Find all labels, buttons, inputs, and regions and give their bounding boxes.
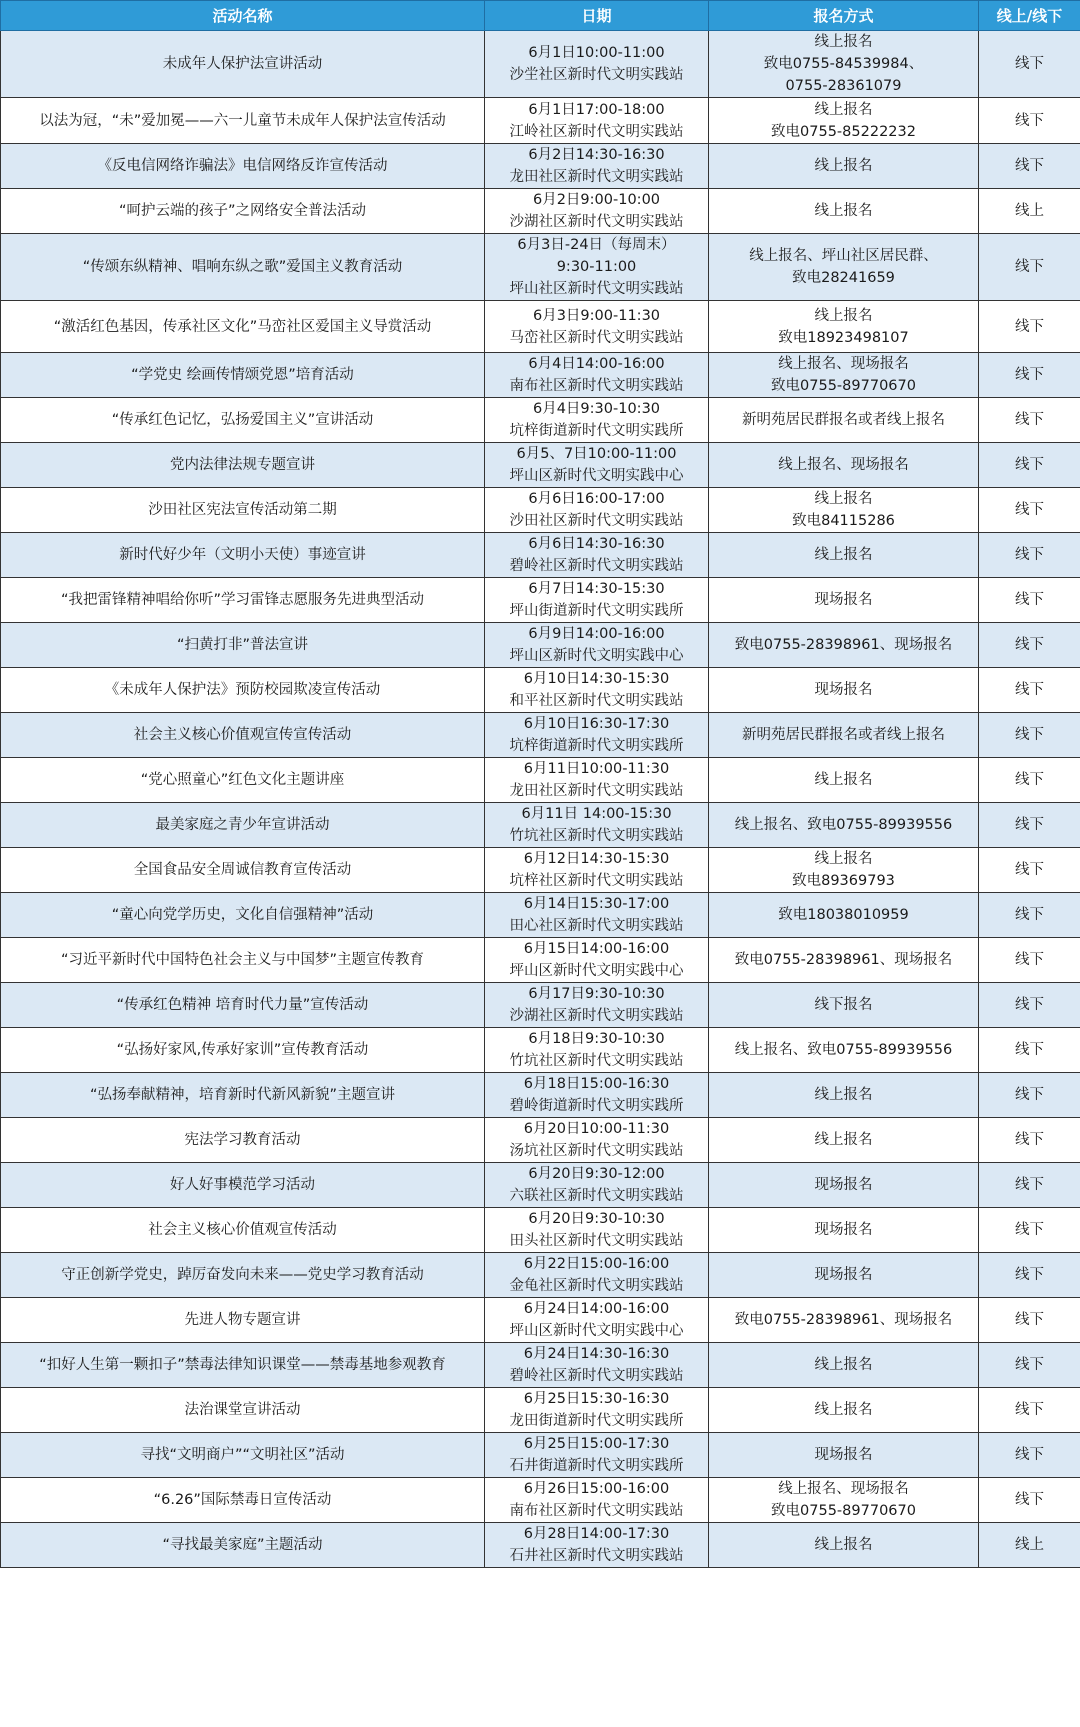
table-body — [1, 31, 1080, 1568]
date-cell: 6月26日15:00-16:00 南布社区新时代文明实践站 — [485, 1478, 709, 1523]
date-cell: 6月24日14:30-16:30 碧岭社区新时代文明实践站 — [485, 1343, 709, 1388]
signup-method-cell: 线上报名 — [709, 533, 979, 578]
table-row — [1, 983, 1080, 1028]
date-cell: 6月6日14:30-16:30 碧岭社区新时代文明实践站 — [485, 533, 709, 578]
table-row — [1, 189, 1080, 234]
signup-method-cell: 线上报名 — [709, 1073, 979, 1118]
activity-name-cell: 寻找“文明商户”“文明社区”活动 — [1, 1433, 485, 1478]
signup-method-cell: 线上报名 — [709, 144, 979, 189]
activity-name-cell: “传承红色精神 培育时代力量”宣传活动 — [1, 983, 485, 1028]
table-row — [1, 1118, 1080, 1163]
activity-name-cell: “童心向党学历史，文化自信强精神”活动 — [1, 893, 485, 938]
activity-name-cell: 社会主义核心价值观宣传宣传活动 — [1, 713, 485, 758]
date-cell: 6月25日15:00-17:30 石井街道新时代文明实践所 — [485, 1433, 709, 1478]
table-row — [1, 758, 1080, 803]
signup-method-cell: 致电0755-28398961、现场报名 — [709, 1298, 979, 1343]
signup-method-cell: 线下报名 — [709, 983, 979, 1028]
table-row — [1, 1343, 1080, 1388]
table-row — [1, 938, 1080, 983]
date-cell: 6月3日9:00-11:30 马峦社区新时代文明实践站 — [485, 301, 709, 353]
signup-method-cell: 线上报名 致电84115286 — [709, 488, 979, 533]
online-offline-cell: 线下 — [979, 1208, 1080, 1253]
date-cell: 6月14日15:30-17:00 田心社区新时代文明实践站 — [485, 893, 709, 938]
online-offline-cell: 线下 — [979, 234, 1080, 301]
signup-method-cell: 新明苑居民群报名或者线上报名 — [709, 713, 979, 758]
activity-name-cell: “激活红色基因，传承社区文化”马峦社区爱国主义导赏活动 — [1, 301, 485, 353]
activity-name-cell: “我把雷锋精神唱给你听”学习雷锋志愿服务先进典型活动 — [1, 578, 485, 623]
online-offline-cell: 线下 — [979, 668, 1080, 713]
table-row — [1, 1478, 1080, 1523]
activity-name-cell: “弘扬好家风,传承好家训”宣传教育活动 — [1, 1028, 485, 1073]
signup-method-cell: 线上报名 致电89369793 — [709, 848, 979, 893]
header-activity-name: 活动名称 — [1, 1, 485, 31]
online-offline-cell: 线下 — [979, 803, 1080, 848]
activity-name-cell: “学党史 绘画传情颂党恩”培育活动 — [1, 353, 485, 398]
table-row — [1, 1028, 1080, 1073]
date-cell: 6月5、7日10:00-11:00 坪山区新时代文明实践中心 — [485, 443, 709, 488]
date-cell: 6月25日15:30-16:30 龙田街道新时代文明实践所 — [485, 1388, 709, 1433]
date-cell: 6月11日10:00-11:30 龙田社区新时代文明实践站 — [485, 758, 709, 803]
activity-name-cell: “6.26”国际禁毒日宣传活动 — [1, 1478, 485, 1523]
online-offline-cell: 线下 — [979, 623, 1080, 668]
activity-name-cell: “弘扬奉献精神，培育新时代新风新貌”主题宣讲 — [1, 1073, 485, 1118]
table-row — [1, 353, 1080, 398]
signup-method-cell: 线上报名 致电18923498107 — [709, 301, 979, 353]
signup-method-cell: 线上报名 — [709, 1388, 979, 1433]
activity-name-cell: 最美家庭之青少年宣讲活动 — [1, 803, 485, 848]
signup-method-cell: 致电0755-28398961、现场报名 — [709, 623, 979, 668]
activity-name-cell: 全国食品安全周诚信教育宣传活动 — [1, 848, 485, 893]
online-offline-cell: 线下 — [979, 1118, 1080, 1163]
online-offline-cell: 线上 — [979, 189, 1080, 234]
table-row — [1, 31, 1080, 98]
activity-name-cell: “党心照童心”红色文化主题讲座 — [1, 758, 485, 803]
date-cell: 6月17日9:30-10:30 沙湖社区新时代文明实践站 — [485, 983, 709, 1028]
online-offline-cell: 线下 — [979, 1163, 1080, 1208]
table-row — [1, 234, 1080, 301]
activity-name-cell: 宪法学习教育活动 — [1, 1118, 485, 1163]
signup-method-cell: 线上报名、现场报名 — [709, 443, 979, 488]
table-row — [1, 488, 1080, 533]
online-offline-cell: 线下 — [979, 98, 1080, 144]
table-row — [1, 713, 1080, 758]
online-offline-cell: 线下 — [979, 1028, 1080, 1073]
table-row — [1, 443, 1080, 488]
online-offline-cell: 线下 — [979, 848, 1080, 893]
online-offline-cell: 线下 — [979, 31, 1080, 98]
date-cell: 6月20日9:30-10:30 田头社区新时代文明实践站 — [485, 1208, 709, 1253]
activity-name-cell: 先进人物专题宣讲 — [1, 1298, 485, 1343]
table-row — [1, 668, 1080, 713]
date-cell: 6月1日10:00-11:00 沙坣社区新时代文明实践站 — [485, 31, 709, 98]
signup-method-cell: 现场报名 — [709, 1433, 979, 1478]
online-offline-cell: 线下 — [979, 938, 1080, 983]
date-cell: 6月24日14:00-16:00 坪山区新时代文明实践中心 — [485, 1298, 709, 1343]
signup-method-cell: 线上报名、致电0755-89939556 — [709, 1028, 979, 1073]
date-cell: 6月20日9:30-12:00 六联社区新时代文明实践站 — [485, 1163, 709, 1208]
signup-method-cell: 线上报名 致电0755-84539984、 0755-28361079 — [709, 31, 979, 98]
signup-method-cell: 线上报名、坪山社区居民群、 致电28241659 — [709, 234, 979, 301]
table-row — [1, 301, 1080, 353]
signup-method-cell: 线上报名、现场报名 致电0755-89770670 — [709, 1478, 979, 1523]
online-offline-cell: 线下 — [979, 1433, 1080, 1478]
activity-name-cell: 以法为冠，“未”爱加冕——六一儿童节未成年人保护法宣传活动 — [1, 98, 485, 144]
online-offline-cell: 线下 — [979, 1343, 1080, 1388]
date-cell: 6月2日9:00-10:00 沙湖社区新时代文明实践站 — [485, 189, 709, 234]
table-row — [1, 398, 1080, 443]
signup-method-cell: 线上报名、致电0755-89939556 — [709, 803, 979, 848]
table-row — [1, 1388, 1080, 1433]
date-cell: 6月7日14:30-15:30 坪山街道新时代文明实践所 — [485, 578, 709, 623]
signup-method-cell: 新明苑居民群报名或者线上报名 — [709, 398, 979, 443]
date-cell: 6月28日14:00-17:30 石井社区新时代文明实践站 — [485, 1523, 709, 1568]
activity-name-cell: “传颂东纵精神、唱响东纵之歌”爱国主义教育活动 — [1, 234, 485, 301]
online-offline-cell: 线下 — [979, 144, 1080, 189]
table-row — [1, 1298, 1080, 1343]
online-offline-cell: 线下 — [979, 713, 1080, 758]
online-offline-cell: 线上 — [979, 1523, 1080, 1568]
activity-name-cell: 未成年人保护法宣讲活动 — [1, 31, 485, 98]
date-cell: 6月12日14:30-15:30 坑梓社区新时代文明实践站 — [485, 848, 709, 893]
activity-name-cell: 好人好事模范学习活动 — [1, 1163, 485, 1208]
signup-method-cell: 现场报名 — [709, 1208, 979, 1253]
online-offline-cell: 线下 — [979, 1073, 1080, 1118]
online-offline-cell: 线下 — [979, 1253, 1080, 1298]
activity-name-cell: “传承红色记忆，弘扬爱国主义”宣讲活动 — [1, 398, 485, 443]
table-row — [1, 1073, 1080, 1118]
online-offline-cell: 线下 — [979, 398, 1080, 443]
signup-method-cell: 现场报名 — [709, 668, 979, 713]
date-cell: 6月18日15:00-16:30 碧岭街道新时代文明实践所 — [485, 1073, 709, 1118]
activity-name-cell: 守正创新学党史，踔厉奋发向未来——党史学习教育活动 — [1, 1253, 485, 1298]
date-cell: 6月1日17:00-18:00 江岭社区新时代文明实践站 — [485, 98, 709, 144]
signup-method-cell: 线上报名 — [709, 1343, 979, 1388]
table-row — [1, 98, 1080, 144]
activity-name-cell: “扫黄打非”普法宣讲 — [1, 623, 485, 668]
signup-method-cell: 线上报名 — [709, 189, 979, 234]
signup-method-cell: 致电18038010959 — [709, 893, 979, 938]
activity-name-cell: “呵护云端的孩子”之网络安全普法活动 — [1, 189, 485, 234]
header-date: 日期 — [485, 1, 709, 31]
activity-name-cell: 《未成年人保护法》预防校园欺凌宣传活动 — [1, 668, 485, 713]
online-offline-cell: 线下 — [979, 578, 1080, 623]
header-online-offline: 线上/线下 — [979, 1, 1080, 31]
table-row — [1, 1208, 1080, 1253]
online-offline-cell: 线下 — [979, 533, 1080, 578]
table-row — [1, 144, 1080, 189]
table-row — [1, 623, 1080, 668]
signup-method-cell: 线上报名、现场报名 致电0755-89770670 — [709, 353, 979, 398]
date-cell: 6月18日9:30-10:30 竹坑社区新时代文明实践站 — [485, 1028, 709, 1073]
signup-method-cell: 现场报名 — [709, 1163, 979, 1208]
online-offline-cell: 线下 — [979, 443, 1080, 488]
date-cell: 6月10日16:30-17:30 坑梓街道新时代文明实践所 — [485, 713, 709, 758]
signup-method-cell: 线上报名 — [709, 1523, 979, 1568]
date-cell: 6月4日14:00-16:00 南布社区新时代文明实践站 — [485, 353, 709, 398]
date-cell: 6月15日14:00-16:00 坪山区新时代文明实践中心 — [485, 938, 709, 983]
activity-name-cell: “习近平新时代中国特色社会主义与中国梦”主题宣传教育 — [1, 938, 485, 983]
online-offline-cell: 线下 — [979, 488, 1080, 533]
date-cell: 6月22日15:00-16:00 金龟社区新时代文明实践站 — [485, 1253, 709, 1298]
header-signup-method: 报名方式 — [709, 1, 979, 31]
activity-name-cell: 法治课堂宣讲活动 — [1, 1388, 485, 1433]
date-cell: 6月9日14:00-16:00 坪山区新时代文明实践中心 — [485, 623, 709, 668]
table-row — [1, 893, 1080, 938]
signup-method-cell: 现场报名 — [709, 1253, 979, 1298]
online-offline-cell: 线下 — [979, 353, 1080, 398]
signup-method-cell: 现场报名 — [709, 578, 979, 623]
online-offline-cell: 线下 — [979, 1478, 1080, 1523]
table-row — [1, 578, 1080, 623]
date-cell: 6月11日 14:00-15:30 竹坑社区新时代文明实践站 — [485, 803, 709, 848]
online-offline-cell: 线下 — [979, 758, 1080, 803]
activity-name-cell: 沙田社区宪法宣传活动第二期 — [1, 488, 485, 533]
table-row — [1, 848, 1080, 893]
activity-name-cell: “寻找最美家庭”主题活动 — [1, 1523, 485, 1568]
date-cell: 6月20日10:00-11:30 汤坑社区新时代文明实践站 — [485, 1118, 709, 1163]
table-header — [1, 1, 1080, 31]
signup-method-cell: 致电0755-28398961、现场报名 — [709, 938, 979, 983]
date-cell: 6月3日-24日（每周末） 9:30-11:00 坪山社区新时代文明实践站 — [485, 234, 709, 301]
date-cell: 6月2日14:30-16:30 龙田社区新时代文明实践站 — [485, 144, 709, 189]
table-row — [1, 1163, 1080, 1208]
activity-name-cell: 《反电信网络诈骗法》电信网络反诈宣传活动 — [1, 144, 485, 189]
activity-name-cell: 新时代好少年（文明小天使）事迹宣讲 — [1, 533, 485, 578]
header-row — [1, 1, 1080, 31]
date-cell: 6月10日14:30-15:30 和平社区新时代文明实践站 — [485, 668, 709, 713]
online-offline-cell: 线下 — [979, 1298, 1080, 1343]
table-row — [1, 1523, 1080, 1568]
activity-name-cell: 社会主义核心价值观宣传活动 — [1, 1208, 485, 1253]
signup-method-cell: 线上报名 — [709, 1118, 979, 1163]
online-offline-cell: 线下 — [979, 1388, 1080, 1433]
signup-method-cell: 线上报名 致电0755-85222232 — [709, 98, 979, 144]
online-offline-cell: 线下 — [979, 983, 1080, 1028]
table-row — [1, 533, 1080, 578]
table-row — [1, 1253, 1080, 1298]
online-offline-cell: 线下 — [979, 301, 1080, 353]
signup-method-cell: 线上报名 — [709, 758, 979, 803]
date-cell: 6月4日9:30-10:30 坑梓街道新时代文明实践所 — [485, 398, 709, 443]
table-row — [1, 1433, 1080, 1478]
date-cell: 6月6日16:00-17:00 沙田社区新时代文明实践站 — [485, 488, 709, 533]
activity-name-cell: 党内法律法规专题宣讲 — [1, 443, 485, 488]
activity-name-cell: “扣好人生第一颗扣子”禁毒法律知识课堂——禁毒基地参观教育 — [1, 1343, 485, 1388]
table-row — [1, 803, 1080, 848]
online-offline-cell: 线下 — [979, 893, 1080, 938]
